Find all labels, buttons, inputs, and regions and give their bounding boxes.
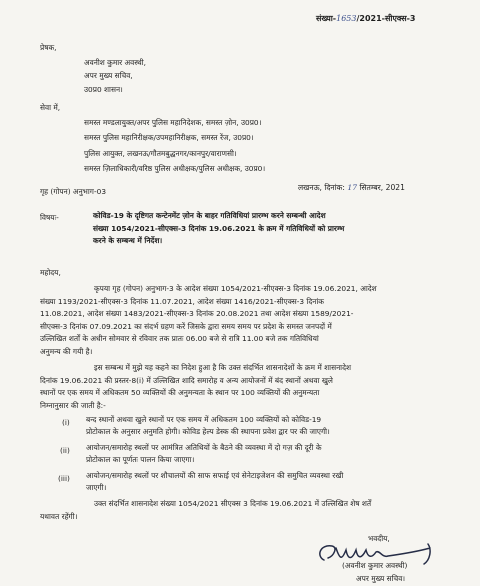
reference-number: संख्या-1653/2021-सीएक्स-3 xyxy=(316,14,416,23)
sender-label: प्रेषक, xyxy=(40,43,57,52)
handwritten-day: 17 xyxy=(347,183,358,192)
paragraph-1: कृपया गृह (गोपन) अनुभाग-3 के आदेश संख्या 1054/2021-सीएक्स-3 दिनांक 19.06.2021, आदेश संख्या 1193/2021-सीएक्स-3 दिनांक 11.07.2021, आदेश संख्या 1416/2021-सीएक्स-3 दिनांक 11.08.2021, आदेश संख्या 1483/2021-सीएक्स-3 दिनांक 20.08.2021 तथा आदेश संख्या 1589/2021- सीएक्स-3 दिनांक 07.09.2021 का संदर्भ ग्रहण करें जिसके द्वारा समय समय पर प्रदेश के समस्त जनपदों में उल्लिखित शर्तों के अधीन सोमवार से रविवार तक प्रातः 06.00 बजे से रात्रि 11.00 बजे तक गतिविधियां अनुमन्य की गयी है। xyxy=(40,284,377,356)
recipients-label: सेवा में, xyxy=(40,103,61,112)
list-item: आयोजन/समारोह स्थलों पर आमंत्रित अतिथियों के बैठने की व्यवस्था में दो गज़ की दूरी के प्रोटोकाल का पूर्णतः पालन किया जाएगा। xyxy=(86,443,322,464)
list-number: (iii) xyxy=(58,474,70,483)
list-item: आयोजन/समारोह स्थलों पर शौचालयों की साफ सफाई एवं सेनेटाइजेशन की समुचित व्यवस्था रखी जाएगी। xyxy=(86,471,344,492)
sender-name: अवनीश कुमार अवस्थी, xyxy=(84,58,146,67)
regards-text: भवदीय, xyxy=(368,534,390,543)
section-name: गृह (गोपन) अनुभाग-03 xyxy=(40,187,107,196)
recipient-item: समस्त ज़िलाधिकारी/वरिष्ठ पुलिस अधीक्षक/पुलिस अधीक्षक, उ0प्र0। xyxy=(84,164,266,173)
signatory-designation: अपर मुख्य सचिव। xyxy=(356,574,406,583)
recipient-item: समस्त पुलिस महानिरीक्षक/उपमहानिरीक्षक, समस्त रेंज, उ0प्र0। xyxy=(84,133,254,142)
subject-label: विषयः- xyxy=(40,213,59,222)
recipient-item: समस्त मण्डलायुक्त/अपर पुलिस महानिदेशक, समस्त ज़ोन, उ0प्र0। xyxy=(84,118,262,127)
closing-paragraph: उक्त संदर्भित शासनादेश संख्या 1054/2021 सीएक्स 3 दिनांक 19.06.2021 में उल्लिखित शेष शर्तें यथावत रहेंगी। xyxy=(40,499,372,521)
recipient-item: पुलिस आयुक्त, लखनऊ/गौतमबुद्धनगर/कानपुर/वाराणसी। xyxy=(84,149,237,158)
list-item: बन्द स्थानों अथवा खुले स्थानों पर एक समय में अधिकतम 100 व्यक्तियों को कोविड-19 प्रोटोकाल के अनुसार अनुमति होगी। कोविड हेल्प डेस्क की स्थापना प्रवेश द्वार पर की जाएगी। xyxy=(86,415,330,436)
salutation: महोदय, xyxy=(40,268,61,277)
handwritten-ref-number: 1653 xyxy=(336,14,357,23)
list-number: (i) xyxy=(62,418,70,427)
subject-text: कोविड-19 के दृष्टिगत कन्टेनमेंट ज़ोन के बाहर गतिविधियां प्रारम्भ करने सम्बन्धी आदेश संख्या 1054/2021-सीएक्स-3 दिनांक 19.06.2021 के क्रम में गतिविधियों को प्रारम्भ करने के सम्बन्ध में निर्देश। xyxy=(93,211,345,245)
sender-office: उ0प्र0 शासन। xyxy=(84,85,123,94)
signatory-name: (अवनीश कुमार अवस्थी) xyxy=(342,561,408,570)
paragraph-2: इस सम्बन्ध में मुझे यह कहने का निदेश हुआ है कि उक्त संदर्भित शासनादेशों के क्रम में शासनादेश दिनांक 19.06.2021 की प्रस्तर-8(i) में उल्लिखित शादि समारोह व अन्य आयोजनों में बंद स्थानों अथवा खुले स्थानों पर एक समय में अधिकतम 50 व्यक्तियों की अनुमन्यता के स्थान पर 100 व्यक्तियों की अनुमन्यता निम्नानुसार की जाती है:- xyxy=(40,363,352,410)
sender-designation: अपर मुख्य सचिव, xyxy=(84,71,133,80)
list-number: (ii) xyxy=(60,446,70,455)
letter-date: लखनऊ, दिनांक: 17 सितम्बर, 2021 xyxy=(298,183,405,192)
